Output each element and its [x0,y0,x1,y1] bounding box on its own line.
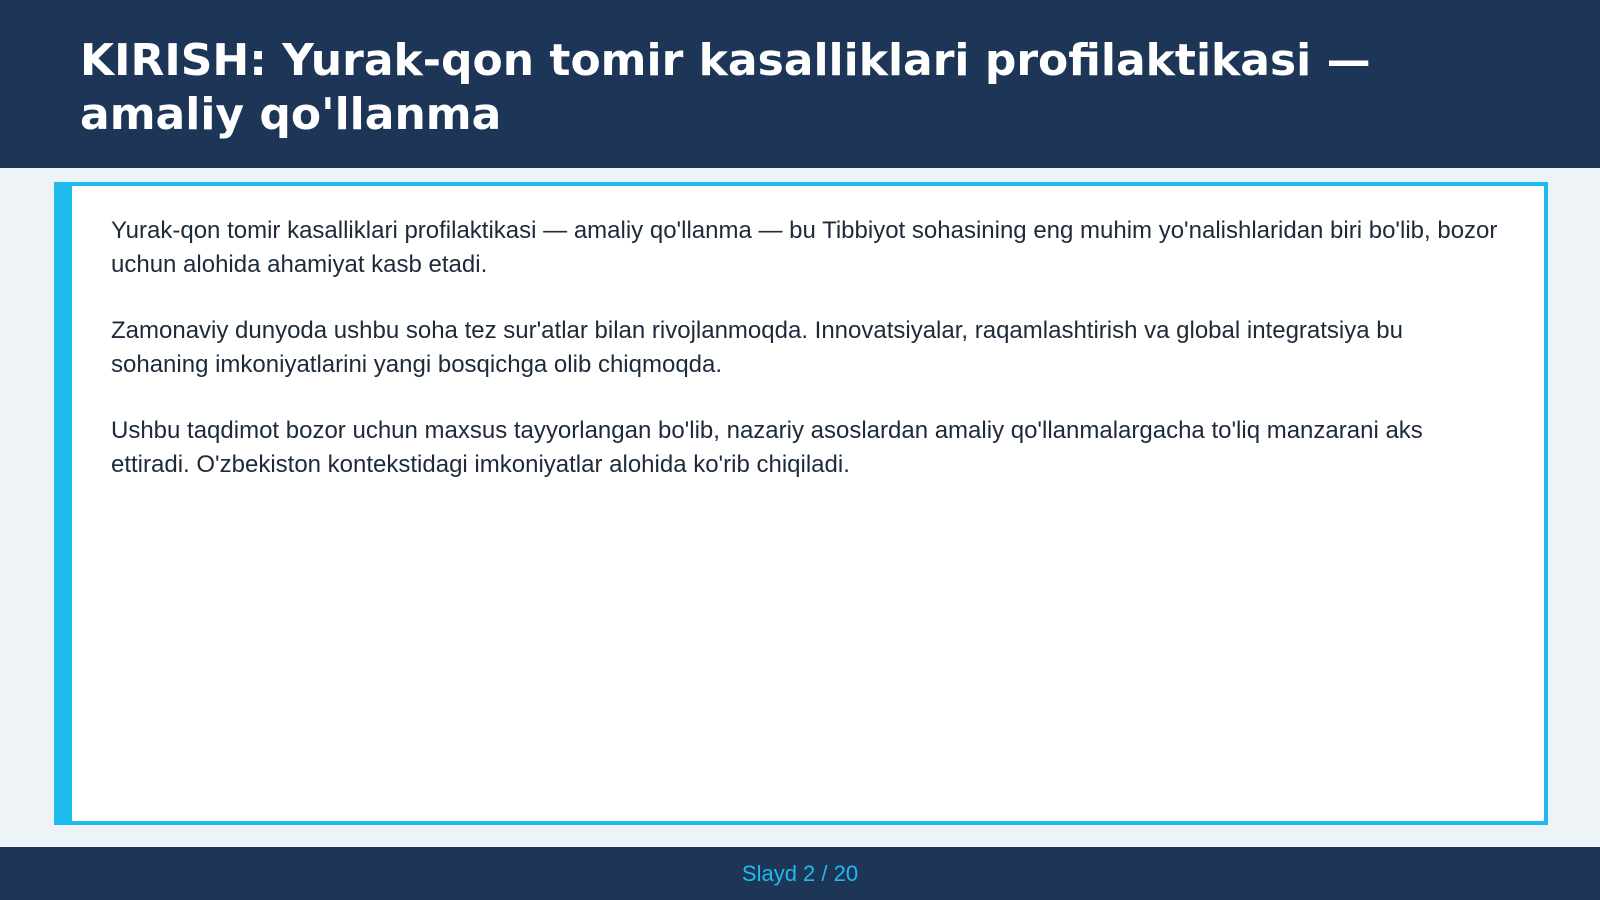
content-body [111,214,1501,514]
presentation-purpose-paragraph: Ushbu taqdimot bozor uchun maxsus tayyorlangan bo'lib, nazariy asoslardan amaliy qo'llanmalargacha to'liq manzarani aks ettiradi. O'zbekiston kontekstidagi imkoniyatlar alohida ko'rib chiqiladi. [111,417,1423,478]
slide-footer [0,847,1600,900]
content-card [54,182,1548,825]
slide-title: KIRISH: Yurak-qon tomir kasalliklari profilaktikasi — amaliy qo'llanma [80,35,1371,140]
slide-header [0,0,1600,168]
slide-counter: Slayd 2 / 20 [741,860,859,886]
modern-world-paragraph: Zamonaviy dunyoda ushbu soha tez sur'atlar bilan rivojlanmoqda. Innovatsiyalar, raqamlashtirish va global integratsiya bu sohaning imkoniyatlarini yangi bosqichga olib chiqmoqda. [111,317,1403,378]
intro-paragraph: Yurak-qon tomir kasalliklari profilaktikasi — amaliy qo'llanma — bu Tibbiyot sohasining eng muhim yo'nalishlaridan biri bo'lib, bozor uchun alohida ahamiyat kasb etadi. [111,217,1498,278]
